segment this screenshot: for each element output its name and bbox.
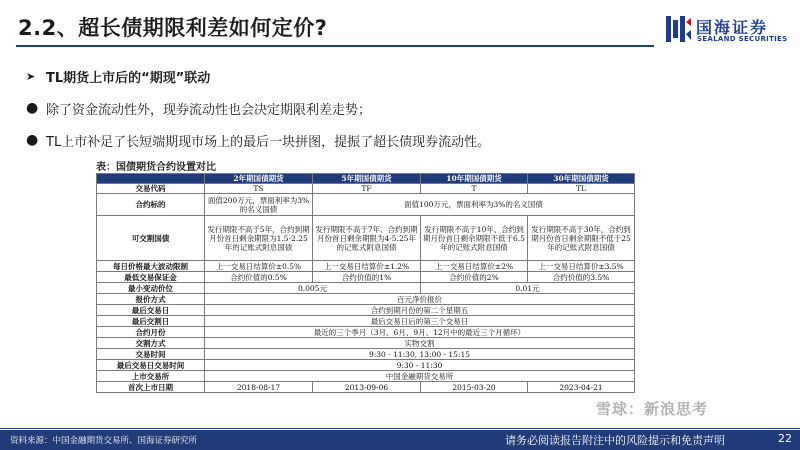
table-cell: 上一交易日结算价±2% — [421, 261, 528, 272]
table-row — [97, 272, 635, 283]
table-cell: TL — [528, 184, 635, 194]
page-title: 2.2、超长债期限利差如何定价? — [18, 16, 328, 40]
table-row — [97, 338, 635, 349]
table-cell: TF — [313, 184, 421, 194]
table-header-cell: 2年期国债期货 — [205, 174, 313, 184]
row-label: 交易代码 — [97, 184, 205, 194]
table-row — [97, 349, 635, 360]
table-cell: 合约价值的3.5% — [528, 272, 635, 283]
page-number: 22 — [778, 432, 792, 445]
table-cell: 面值200万元，票面利率为3%的名义国债 — [205, 194, 313, 216]
bullet-heading — [26, 66, 766, 86]
table-row — [97, 371, 635, 382]
row-label: 最小变动价位 — [97, 283, 205, 294]
table-cell: 发行期限不高于10年、合约到期月份首日剩余期限不低于6.5年的记账式附息国债 — [421, 216, 528, 261]
table-row — [97, 184, 635, 194]
bullet-item — [26, 130, 766, 150]
table-cell: 合约价值的0.5% — [205, 272, 313, 283]
sealand-logo — [664, 14, 790, 48]
footer-disclaimer: 请务必阅读报告附注中的风险提示和免责声明 — [505, 434, 725, 447]
table-cell: 9:30 - 11:30 — [205, 360, 635, 371]
dot-bullet-icon: ● — [26, 100, 39, 116]
table-row — [97, 261, 635, 272]
table-cell: 面值100万元，票面利率为3%的名义国债 — [313, 194, 635, 216]
table-row — [97, 194, 635, 216]
table-cell: 合约价值的2% — [421, 272, 528, 283]
footer-divider — [0, 428, 800, 429]
contract-table-section — [96, 158, 634, 393]
sealand-logo-icon — [664, 14, 692, 44]
table-header-row — [97, 174, 635, 184]
table-cell: 上一交易日结算价±3.5% — [528, 261, 635, 272]
row-label: 上市交易所 — [97, 371, 205, 382]
table-row — [97, 382, 635, 393]
row-label: 最低交易保证金 — [97, 272, 205, 283]
table-row — [97, 283, 635, 294]
row-label: 最后交割日 — [97, 316, 205, 327]
bullet-item — [26, 98, 766, 118]
logo-cn-text: 国海证券 — [696, 18, 769, 37]
arrow-bullet-icon: ➤ — [26, 69, 36, 83]
table-cell: 2023-04-21 — [528, 382, 635, 393]
table-caption: 表：国债期货合约设置对比 — [96, 162, 216, 173]
row-label: 首次上市日期 — [97, 382, 205, 393]
row-label: 可交割国债 — [97, 216, 205, 261]
logo-en-text: SEALAND SECURITIES — [697, 35, 788, 43]
table-row — [97, 294, 635, 305]
dot-bullet-icon: ● — [26, 132, 39, 148]
table-header-cell: 10年期国债期货 — [421, 174, 528, 184]
table-cell: 最近的三个季月（3月、6月、9月、12月中的最近三个月循环） — [205, 327, 635, 338]
row-label: 交易时间 — [97, 349, 205, 360]
table-header-cell — [97, 174, 205, 184]
table-cell: T — [421, 184, 528, 194]
table-row — [97, 305, 635, 316]
bullet-item-text: TL上市补足了长短端期现市场上的最后一块拼图，提振了超长债现券流动性。 — [46, 134, 491, 150]
row-label: 最后交易日 — [97, 305, 205, 316]
table-cell: 0.005元 — [205, 283, 421, 294]
table-header-cell: 5年期国债期货 — [313, 174, 421, 184]
row-label: 每日价格最大波动限制 — [97, 261, 205, 272]
table-cell: 2015-03-20 — [421, 382, 528, 393]
table-row — [97, 327, 635, 338]
table-cell: 发行期限不高于7年、合约到期月份首日剩余期限为4-5.25年的记账式附息国债 — [313, 216, 421, 261]
table-cell: 最后交易日后的第三个交易日 — [205, 316, 635, 327]
bullet-list — [26, 66, 766, 162]
table-row — [97, 360, 635, 371]
table-cell: 0.01元 — [421, 283, 635, 294]
table-cell: 合约到期月份的第二个星期五 — [205, 305, 635, 316]
table-row — [97, 216, 635, 261]
row-label: 报价方式 — [97, 294, 205, 305]
table-cell: 上一交易日结算价±0.5% — [205, 261, 313, 272]
table-cell: 中国金融期货交易所 — [205, 371, 635, 382]
bullet-heading-text: TL期货上市后的“期现”联动 — [46, 70, 211, 86]
table-cell: 上一交易日结算价±1.2% — [313, 261, 421, 272]
futures-contract-table — [96, 173, 635, 393]
table-cell: TS — [205, 184, 313, 194]
watermark: 雪球：新浪思考 — [596, 400, 709, 418]
row-label: 最后交易日交易时间 — [97, 360, 205, 371]
table-cell: 发行期限不高于30年，合约到期月份首日剩余期限不低于25年的记账式附息国债 — [528, 216, 635, 261]
table-cell: 2013-09-06 — [313, 382, 421, 393]
title-underline — [16, 45, 654, 47]
bullet-item-text: 除了资金流动性外，现券流动性也会决定期限利差走势； — [46, 102, 372, 118]
footer-source: 资料来源：中国金融期货交易所、国海证券研究所 — [10, 436, 198, 446]
table-cell: 百元净价报价 — [205, 294, 635, 305]
row-label: 合约月份 — [97, 327, 205, 338]
table-row — [97, 316, 635, 327]
title-bar — [0, 0, 800, 52]
table-cell: 9:30 - 11:30, 13:00 - 15:15 — [205, 349, 635, 360]
row-label: 交割方式 — [97, 338, 205, 349]
table-cell: 实物交割 — [205, 338, 635, 349]
table-cell: 2018-08-17 — [205, 382, 313, 393]
row-label: 合约标的 — [97, 194, 205, 216]
table-cell: 合约价值的1% — [313, 272, 421, 283]
table-cell: 发行期限不高于5年，合约到期月份首日剩余期限为1.5-2.25年的记账式附息国债 — [205, 216, 313, 261]
table-header-cell: 30年期国债期货 — [528, 174, 635, 184]
